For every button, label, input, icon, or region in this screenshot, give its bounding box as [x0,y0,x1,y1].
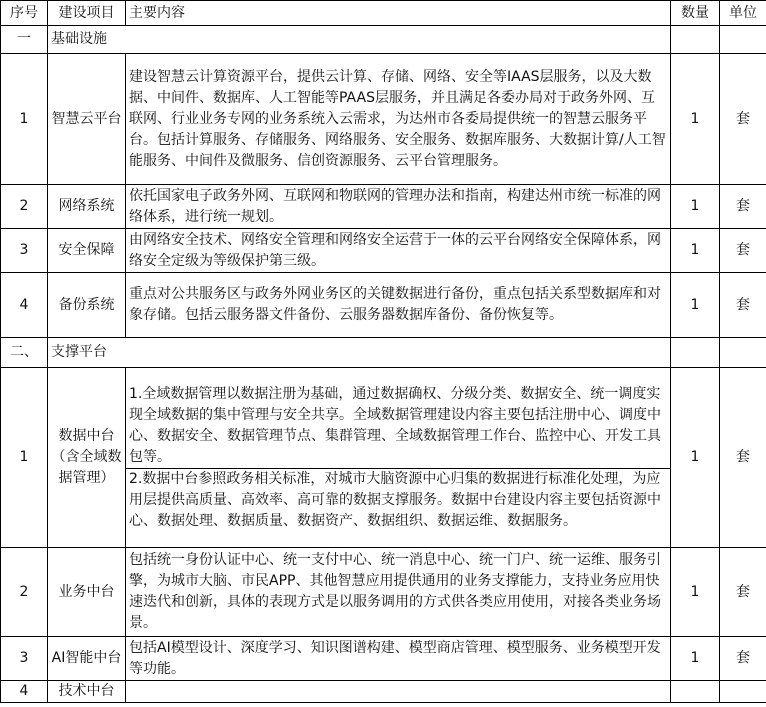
empty-cell [720,338,766,368]
header-project: 建设项目 [48,1,126,26]
row-content: 包括AI模型设计、深度学习、知识图谱构建、模型商店管理、模型服务、业务模型开发等功能。 [126,637,671,681]
row-project: 智慧云平台 [48,54,126,185]
row-project: 安全保障 [48,229,126,273]
row-qty: 1 [671,185,720,229]
row-unit [720,681,766,703]
row-project: AI智能中台 [48,637,126,681]
row-content: 由网络安全技术、网络安全管理和网络安全运营于一体的云平台网络安全保障体系，网络安全定级为等级保护第三级。 [126,229,671,273]
table-row [1,229,766,273]
row-content [126,681,671,703]
row-seq: 1 [1,54,48,185]
section-row [1,26,766,54]
row-unit: 套 [720,548,766,637]
table-row [1,548,766,637]
header-qty: 数量 [671,1,720,26]
row-qty: 1 [671,54,720,185]
row-seq: 4 [1,273,48,338]
section-title: 基础设施 [48,26,671,54]
row-content: 建设智慧云计算资源平台，提供云计算、存储、网络、安全等IAAS层服务，以及大数据、中间件、数据库、人工智能等PAAS层服务，并且满足各委办局对于政务外网、互联网、行业业务专网的业务系统入云需求，为达州市各委局提供统一的智慧云服务平台。包括计算服务、存储服务、网络服务、安全服务、数据库服务、大数据计算/人工智能服务、中间件及微服务、信创资源服务、云平台管理服务。 [126,54,671,185]
row-unit: 套 [720,273,766,338]
row-qty: 1 [671,273,720,338]
row-content: 重点对公共服务区与政务外网业务区的关键数据进行备份，重点包括关系型数据库和对象存储。包括云服务器文件备份、云服务器数据库备份、备份恢复等。 [126,273,671,338]
row-seq: 3 [1,229,48,273]
row-qty: 1 [671,548,720,637]
table-row [1,681,766,703]
row-seq: 2 [1,548,48,637]
row-project: 技术中台 [48,681,126,703]
section-row [1,338,766,368]
row-unit: 套 [720,368,766,548]
row-qty: 1 [671,368,720,548]
row-project: 备份系统 [48,273,126,338]
section-title: 支撑平台 [48,338,671,368]
section-seq: 二、 [1,338,48,368]
row-unit: 套 [720,637,766,681]
row-seq: 4 [1,681,48,703]
table-row [1,185,766,229]
header-seq: 序号 [1,1,48,26]
row-seq: 1 [1,368,48,548]
row-content: 包括统一身份认证中心、统一支付中心、统一消息中心、统一门户、统一运维、服务引擎，为城市大脑、市民APP、其他智慧应用提供通用的业务支撑能力，支持业务应用快速迭代和创新，具体的表现方式是以服务调用的方式供各类应用使用，对接各类业务场景。 [126,548,671,637]
row-unit: 套 [720,229,766,273]
row-seq: 3 [1,637,48,681]
header-content: 主要内容 [126,1,671,26]
row-unit: 套 [720,54,766,185]
table-row [1,368,766,548]
row-project: 网络系统 [48,185,126,229]
header-unit: 单位 [720,1,766,26]
row-qty: 1 [671,637,720,681]
empty-cell [671,26,720,54]
content-part: 1.全域数据管理以数据注册为基础，通过数据确权、分级分类、数据安全、统一调度实现全域数据的集中管理与安全共享。全域数据管理建设内容主要包括注册中心、调度中心、数据安全、数据管理节点、集群管理、全域数据管理工作台、监控中心、开发工具包等。 [129,385,661,465]
empty-cell [720,26,766,54]
row-project: 数据中台（含全域数据管理） [48,368,126,548]
section-seq: 一 [1,26,48,54]
row-content: 依托国家电子政务外网、互联网和物联网的管理办法和指南，构建达州市统一标准的网络体系，进行统一规划。 [126,185,671,229]
row-qty: 1 [671,229,720,273]
content-part: 2.数据中台参照政务相关标准，对城市大脑资源中心归集的数据进行标准化处理，为应用层提供高质量、高效率、高可靠的数据支撑服务。数据中台建设内容主要包括资源中心、数据处理、数据质量、数据资产、数据组织、数据运维、数据服务。 [126,468,670,532]
row-seq: 2 [1,185,48,229]
row-unit: 套 [720,185,766,229]
table-row [1,54,766,185]
table-row [1,637,766,681]
row-qty [671,681,720,703]
header-row [1,1,766,26]
row-content [126,368,671,548]
table-row [1,273,766,338]
row-project: 业务中台 [48,548,126,637]
empty-cell [671,338,720,368]
